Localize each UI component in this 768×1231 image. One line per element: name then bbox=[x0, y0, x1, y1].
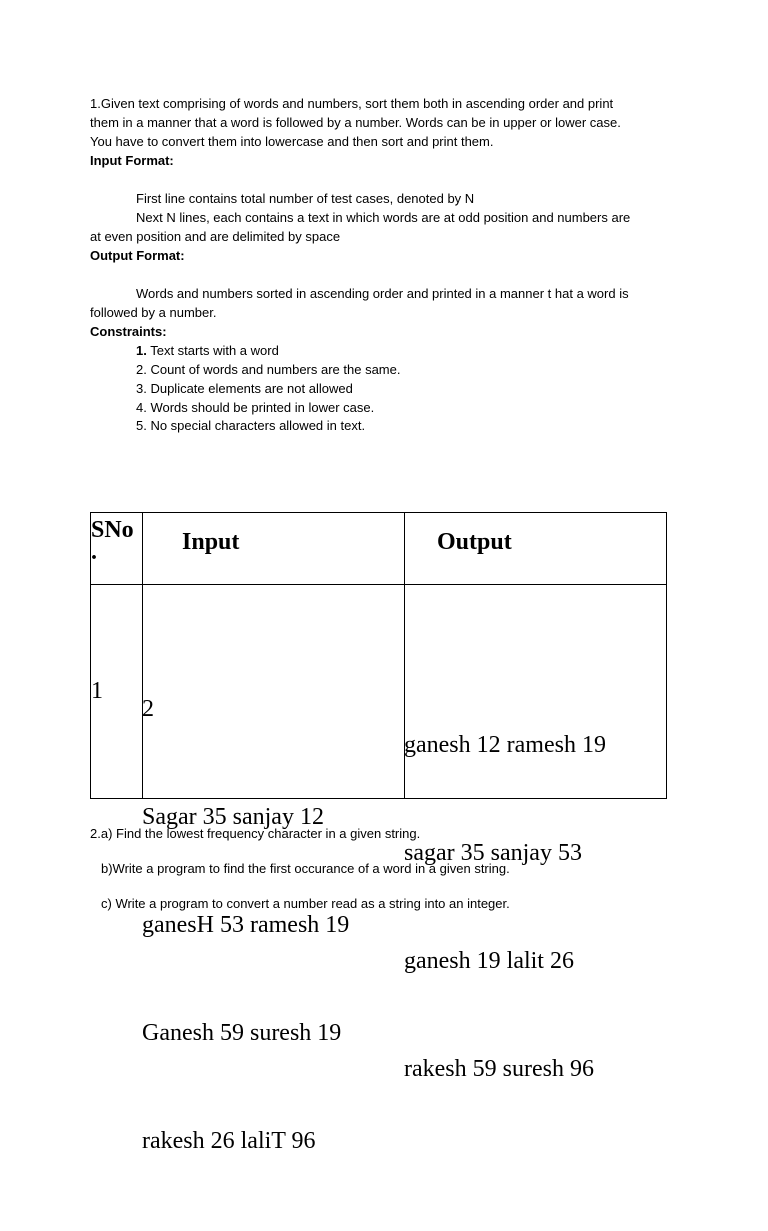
row-input-cell bbox=[142, 619, 349, 1231]
constraint-text: Duplicate elements are not allowed bbox=[146, 381, 353, 396]
input-format-line-2: Next N lines, each contains a text in which words are at odd position and numbers are bbox=[136, 210, 631, 225]
question1-intro-line-1: 1.Given text comprising of words and numbers, sort them both in ascending order and print bbox=[90, 96, 614, 111]
constraint-text: Text starts with a word bbox=[146, 343, 279, 358]
output-format-line-1: Words and numbers sorted in ascending order and printed in a manner t hat a word is bbox=[136, 286, 629, 301]
output-line: ganesh 12 ramesh 19 bbox=[404, 732, 606, 758]
constraint-text: Count of words and numbers are the same. bbox=[146, 362, 401, 377]
constraint-item-3 bbox=[136, 379, 353, 398]
output-format-heading: Output Format: bbox=[90, 248, 185, 263]
constraint-item-4 bbox=[136, 398, 374, 417]
constraint-item-5 bbox=[136, 416, 365, 435]
constraint-number: 3. bbox=[136, 381, 147, 396]
row-sno: 1 bbox=[91, 678, 103, 704]
constraint-item-1 bbox=[136, 341, 279, 360]
output-line: ganesh 19 lalit 26 bbox=[404, 948, 574, 974]
input-format-line-1: First line contains total number of test cases, denoted by N bbox=[136, 191, 475, 206]
constraint-number: 5. bbox=[136, 418, 147, 433]
constraint-text: No special characters allowed in text. bbox=[146, 418, 366, 433]
question1-intro-line-3: You have to convert them into lowercase and then sort and print them. bbox=[90, 134, 494, 149]
constraint-item-2 bbox=[136, 360, 400, 379]
input-format-line-3: at even position and are delimited by space bbox=[90, 229, 341, 244]
constraints-heading: Constraints: bbox=[90, 324, 167, 339]
input-line: rakesh 26 laliT 96 bbox=[142, 1128, 316, 1154]
question2-part-b: b)Write a program to find the first occurance of a word in a given string. bbox=[101, 861, 510, 876]
header-input: Input bbox=[182, 529, 240, 555]
question2-part-a: 2.a) Find the lowest frequency character in a given string. bbox=[90, 826, 421, 841]
input-line: Ganesh 59 suresh 19 bbox=[142, 1020, 342, 1046]
header-sno-line-2: . bbox=[91, 539, 97, 565]
question1-intro-line-2: them in a manner that a word is followed by a number. Words can be in upper or lower case. bbox=[90, 115, 621, 130]
constraint-text: Words should be printed in lower case. bbox=[146, 400, 375, 415]
input-line: 2 bbox=[142, 696, 154, 722]
output-line: rakesh 59 suresh 96 bbox=[404, 1056, 594, 1082]
constraint-number: 1. bbox=[136, 343, 147, 358]
output-format-line-2: followed by a number. bbox=[90, 305, 217, 320]
input-format-heading: Input Format: bbox=[90, 153, 174, 168]
header-sno bbox=[91, 515, 134, 567]
input-line: Sagar 35 sanjay 12 bbox=[142, 804, 324, 830]
table-row-divider bbox=[91, 584, 666, 585]
constraint-number: 2. bbox=[136, 362, 147, 377]
constraint-number: 4. bbox=[136, 400, 147, 415]
output-line: sagar 35 sanjay 53 bbox=[404, 840, 582, 866]
input-line: ganesH 53 ramesh 19 bbox=[142, 912, 350, 938]
header-sno-line-1: SNo bbox=[91, 517, 134, 543]
header-output: Output bbox=[437, 529, 512, 555]
question2-part-c: c) Write a program to convert a number read as a string into an integer. bbox=[101, 896, 510, 911]
